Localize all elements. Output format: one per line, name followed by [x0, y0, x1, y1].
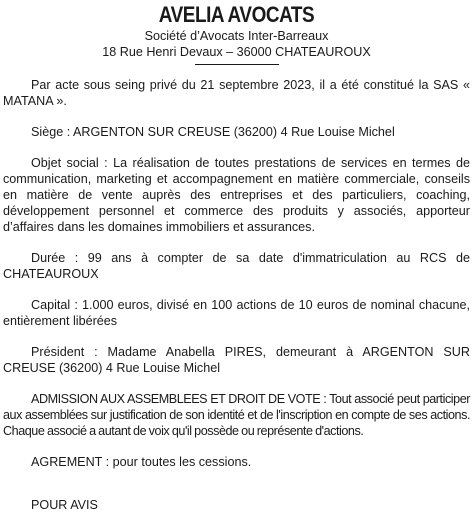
firm-description: Société d’Avocats Inter-Barreaux	[144, 29, 329, 43]
firm-address: 18 Rue Henri Devaux – 36000 CHATEAUROUX	[102, 45, 371, 59]
paragraph-constitution: Par acte sous seing privé du 21 septembre 2023, il a été constitué la SAS « MATANA ».	[3, 78, 470, 108]
paragraph-siege: Siège : ARGENTON SUR CREUSE (36200) 4 Rue Louise Michel	[31, 125, 395, 139]
paragraph-admission: ADMISSION AUX ASSEMBLEES ET DROIT DE VOTE : Tout associé peut participer aux assemblées sur justification de son identité et de l'inscription en compte de ses actions. Chaque associé a autant de voix qu'il possède ou représente d'actions.	[3, 392, 470, 438]
paragraph-president: Président : Madame Anabella PIRES, demeurant à ARGENTON SUR CREUSE (36200) 4 Rue Louise Michel	[3, 345, 470, 375]
paragraph-agrement: AGREMENT : pour toutes les cessions.	[31, 455, 252, 469]
paragraph-objet-social: Objet social : La réalisation de toutes prestations de services en termes de communication, marketing et accompagnement en matière commerciale, conseils en matière de vente auprès des entreprises et des particuliers, coaching, développement personnel et commerce des produits y associés, apporteur d’affaires dans les domaines immobiliers et assurances.	[3, 156, 470, 234]
paragraph-capital: Capital : 1.000 euros, divisé en 100 actions de 10 euros de nominal chacune, entièrement libérées	[3, 298, 470, 328]
header-divider	[195, 64, 279, 65]
closing-pour-avis: POUR AVIS	[31, 498, 98, 512]
notice-body	[3, 77, 470, 513]
firm-name: AVELIA AVOCATS	[158, 2, 315, 27]
paragraph-duree: Durée : 99 ans à compter de sa date d'immatriculation au RCS de CHATEAUROUX	[3, 251, 470, 281]
